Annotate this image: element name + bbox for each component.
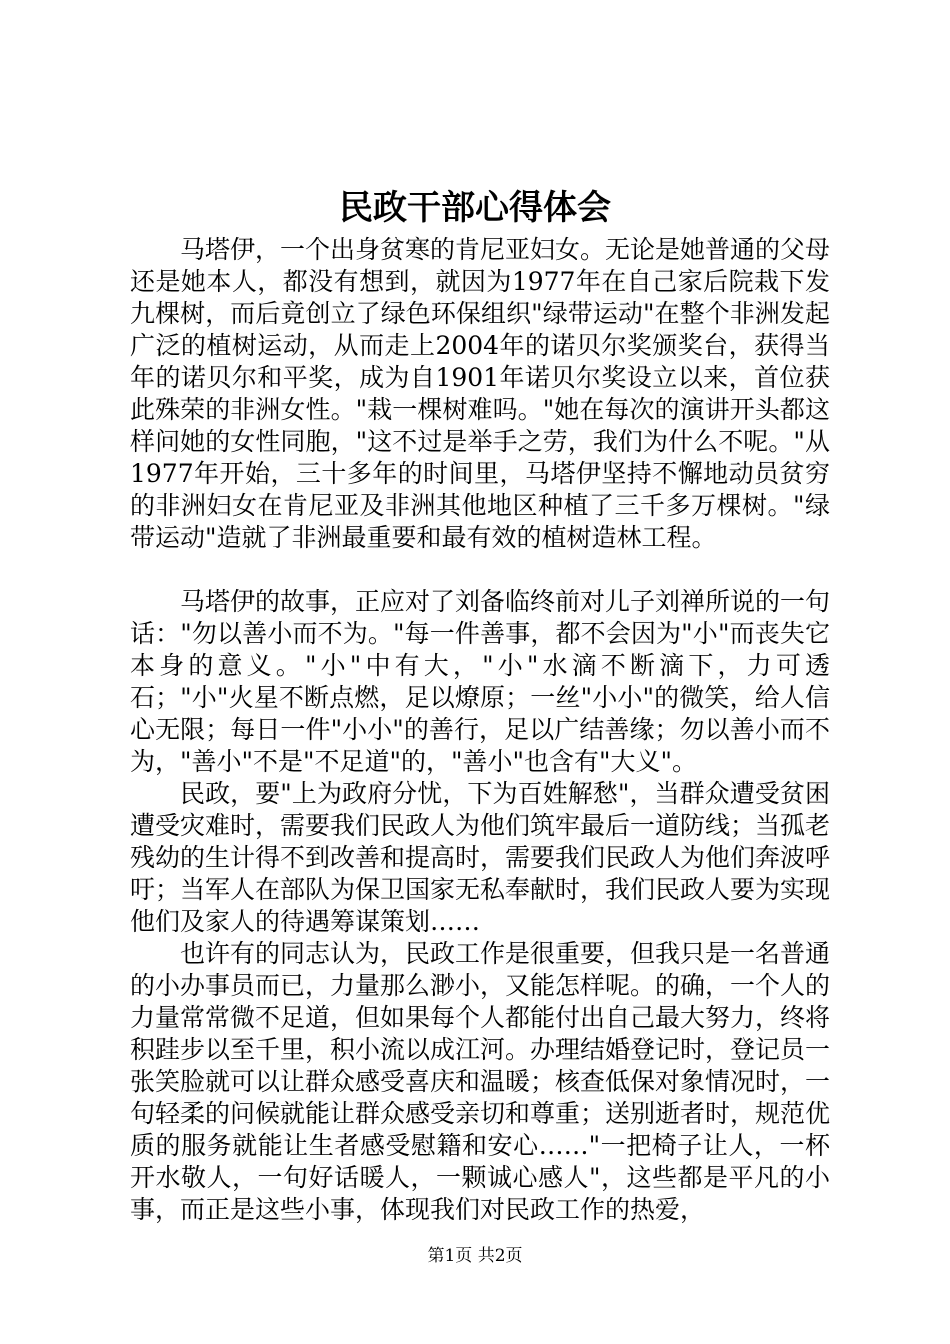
document-body bbox=[130, 234, 830, 1226]
document-title: 民政干部心得体会 bbox=[339, 188, 611, 228]
paragraph-2: 马塔伊的故事，正应对了刘备临终前对儿子刘禅所说的一句话："勿以善小而不为。"每一件善事，都不会因为"小"而丧失它本身的意义。"小"中有大，"小"水滴不断滴下，力可透石；"小"火星不断点燃，足以燎原；一丝"小小"的微笑，给人信心无限；每日一件"小小"的善行，足以广结善缘；勿以善小而不为，"善小"不是"不足道"的，"善小"也含有"大义"。 bbox=[130, 587, 831, 776]
page-footer: 第1页 共2页 bbox=[427, 1246, 523, 1266]
paragraph-4: 也许有的同志认为，民政工作是很重要，但我只是一名普通的小办事员而已，力量那么渺小，又能怎样呢。的确，一个人的力量常常微不足道，但如果每个人都能付出自己最大努力，终将积跬步以至千里，积小流以成江河。办理结婚登记时，登记员一张笑脸就可以让群众感受喜庆和温暖；核查低保对象情况时，一句轻柔的问候就能让群众感受亲切和尊重；送别逝者时，规范优质的服务就能让生者感受慰籍和安心……"一把椅子让人，一杯开水敬人，一句好话暖人，一颗诚心感人"，这些都是平凡的小事，而正是这些小事，体现我们对民政工作的热爱， bbox=[130, 939, 831, 1224]
paragraph-3: 民政，要"上为政府分忧，下为百姓解愁"，当群众遭受贫困遭受灾难时，需要我们民政人为他们筑牢最后一道防线；当孤老残幼的生计得不到改善和提高时，需要我们民政人为他们奔波呼吁；当军人在部队为保卫国家无私奉献时，我们民政人要为实现他们及家人的待遇筹谋策划…… bbox=[130, 779, 831, 936]
paragraph-spacer bbox=[130, 554, 830, 586]
paragraph-1: 马塔伊，一个出身贫寒的肯尼亚妇女。无论是她普通的父母还是她本人，都没有想到，就因为1977年在自己家后院栽下发九棵树，而后竟创立了绿色环保组织"绿带运动"在整个非洲发起广泛的植树运动，从而走上2004年的诺贝尔奖颁奖台，获得当年的诺贝尔和平奖，成为自1901年诺贝尔奖设立以来，首位获此殊荣的非洲女性。"栽一棵树难吗。"她在每次的演讲开头都这样问她的女性同胞，"这不过是举手之劳，我们为什么不呢。"从1977年开始，三十多年的时间里，马塔伊坚持不懈地动员贫穷的非洲妇女在肯尼亚及非洲其他地区种植了三千多万棵树。"绿带运动"造就了非洲最重要和最有效的植树造林工程。 bbox=[130, 235, 831, 552]
